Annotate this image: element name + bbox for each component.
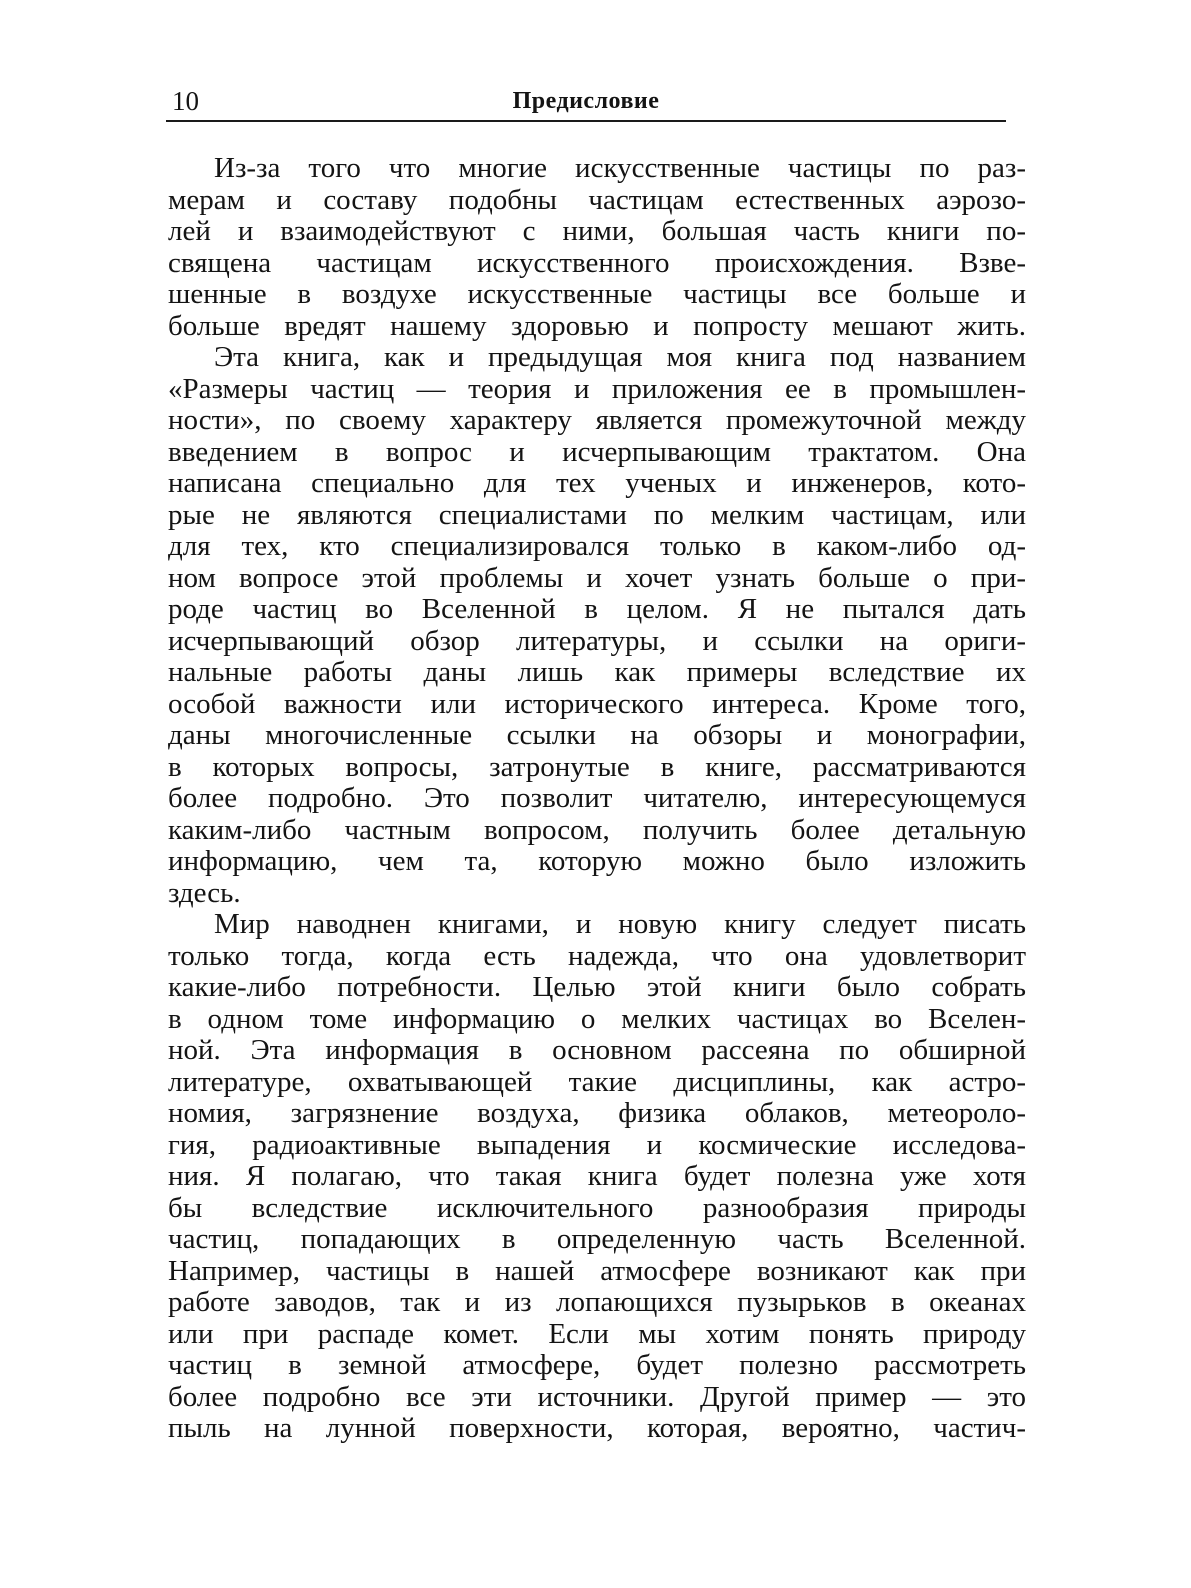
text-line: пыль на лунной поверхности, которая, вероятно, частич- <box>168 1413 1026 1444</box>
section-title: Предисловие <box>512 88 660 114</box>
text-line: для тех, кто специализировался только в каком-либо од- <box>168 531 1026 562</box>
text-line: нальные работы даны лишь как примеры вследствие их <box>168 657 1026 688</box>
text-line: бы вследствие исключительного разнообразия природы <box>168 1192 1026 1224</box>
text-line: частиц в земной атмосфере, будет полезно рассмотреть <box>168 1350 1026 1381</box>
text-line: больше вредят нашему здоровью и попросту мешают жить. <box>168 310 1026 342</box>
text-line: в одном томе информацию о мелких частицах во Вселен- <box>168 1003 1026 1035</box>
text-line: ния. Я полагаю, что такая книга будет полезна уже хотя <box>168 1161 1026 1192</box>
text-line: работе заводов, так и из лопающихся пузырьков в океанах <box>168 1287 1026 1318</box>
text-line: информацию, чем та, которую можно было изложить <box>168 846 1026 877</box>
text-line: в которых вопросы, затронутые в книге, рассматриваются <box>168 751 1026 783</box>
text-line: лей и взаимодействуют с ними, большая часть книги по- <box>168 216 1026 247</box>
text-line: роде частиц во Вселенной в целом. Я не пытался дать <box>168 594 1026 625</box>
text-line: Мир наводнен книгами, и новую книгу следует писать <box>214 909 1026 940</box>
text-line: мерам и составу подобны частицам естественных аэрозо- <box>168 184 1026 216</box>
text-line: каким-либо частным вопросом, получить более детальную <box>168 814 1026 846</box>
text-line: Эта книга, как и предыдущая моя книга под названием <box>214 342 1026 373</box>
text-line: здесь. <box>168 877 241 909</box>
text-line: особой важности или исторического интереса. Кроме того, <box>168 688 1026 720</box>
text-line: литературе, охватывающей такие дисциплины, как астро- <box>168 1066 1026 1098</box>
text-line: ности», по своему характеру является промежуточной между <box>168 405 1026 436</box>
text-line: более подробно. Это позволит читателю, интересующемуся <box>168 783 1026 814</box>
text-line: шенные в воздухе искусственные частицы все больше и <box>168 279 1026 310</box>
text-line: гия, радиоактивные выпадения и космические исследова- <box>168 1129 1026 1161</box>
text-line: ном вопросе этой проблемы и хочет узнать больше о при- <box>168 562 1026 594</box>
paragraph-3 <box>168 909 1026 1445</box>
text-line: только тогда, когда есть надежда, что она удовлетворит <box>168 940 1026 972</box>
text-line: введением в вопрос и исчерпывающим трактатом. Она <box>168 436 1026 468</box>
paragraph-2 <box>168 342 1026 909</box>
text-line: какие-либо потребности. Целью этой книги было собрать <box>168 972 1026 1003</box>
text-line: исчерпывающий обзор литературы, и ссылки на ориги- <box>168 625 1026 657</box>
text-line: написана специально для тех ученых и инженеров, кото- <box>168 468 1026 499</box>
text-line: священа частицам искусственного происхождения. Взве- <box>168 247 1026 279</box>
text-line: «Размеры частиц — теория и приложения ее в промышлен- <box>168 373 1026 405</box>
body-text <box>168 153 1026 1445</box>
text-line: Из-за того что многие искусственные частицы по раз- <box>214 153 1026 184</box>
text-line: ной. Эта информация в основном рассеяна по обширной <box>168 1035 1026 1066</box>
text-line: или при распаде комет. Если мы хотим понять природу <box>168 1318 1026 1350</box>
text-line: даны многочисленные ссылки на обзоры и монографии, <box>168 720 1026 751</box>
text-line: Например, частицы в нашей атмосфере возникают как при <box>168 1255 1026 1287</box>
text-line: номия, загрязнение воздуха, физика облаков, метеороло- <box>168 1098 1026 1129</box>
running-head <box>166 80 1006 122</box>
text-line: рые не являются специалистами по мелким частицам, или <box>168 499 1026 531</box>
page-number: 10 <box>172 86 199 116</box>
text-line: частиц, попадающих в определенную часть Вселенной. <box>168 1224 1026 1255</box>
paragraph-1 <box>168 153 1026 342</box>
text-line: более подробно все эти источники. Другой пример — это <box>168 1381 1026 1413</box>
